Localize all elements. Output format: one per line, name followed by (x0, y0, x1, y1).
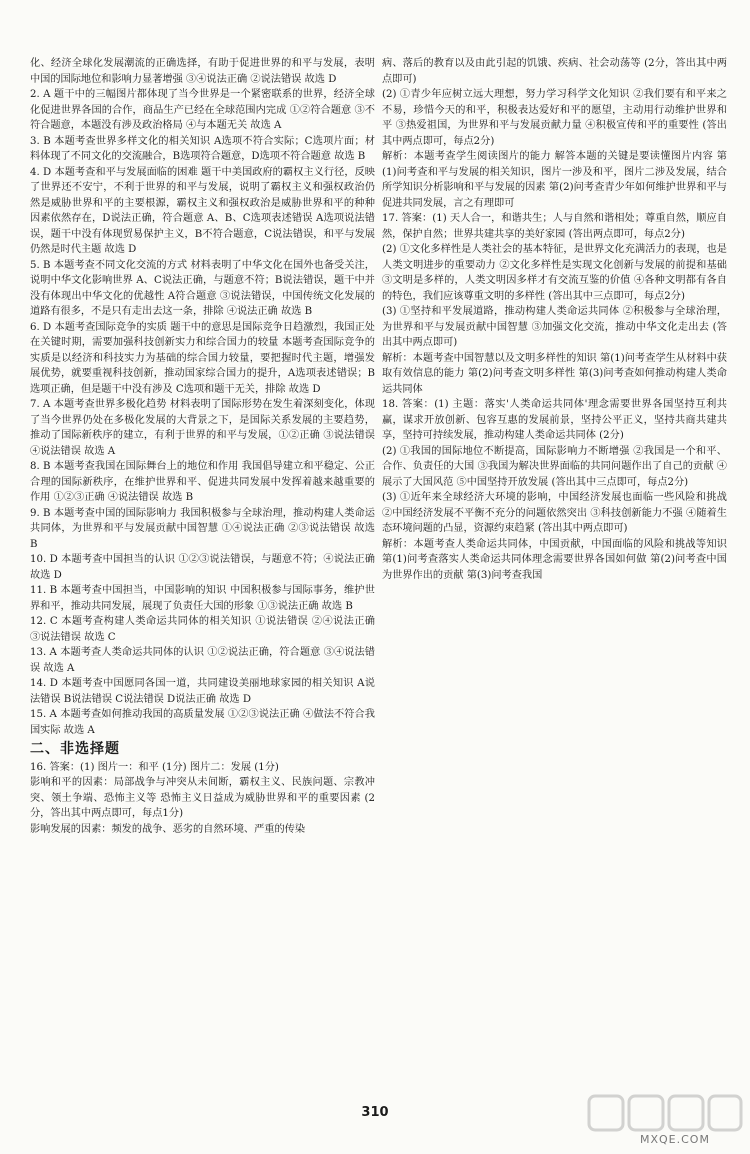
answer-item: 影响和平的因素：局部战争与冲突从未间断，霸权主义、民族问题、宗教冲突、领土争端、恐怖主义等 恐怖主义日益成为威胁世界和平的重要因素 (2分，答出其中两点即可，每点1分) (30, 777, 375, 819)
answer-item: 4. D 本题考查和平与发展面临的困难 题干中美国政府的霸权主义行径，反映了世界还不安宁，不利于世界的和平与发展，说明了霸权主义和强权政治仍然是威胁世界和平的主要根源，霸权主义和强权政治是威胁世界和平的种种因素依然存在，D说法正确，符合题意 A、B、C选项表述错误 A选项说法错误，题干中没有体现贸易保护主义，B不符合题意，C说法错误，和平与发展仍然是时代主题 故选 D (30, 166, 375, 255)
answer-item: 13. A 本题考查人类命运共同体的认识 ①②说法正确，符合题意 ③④说法错误 故选 A (30, 647, 375, 674)
answer-item: (3) ①坚持和平发展道路，推动构建人类命运共同体 ②积极参与全球治理，为世界和平与发展贡献中国智慧 ③加强文化交流，推动中华文化走出去 (答出其中两点即可) (382, 306, 727, 348)
answer-item: 解析：本题考查人类命运共同体，中国贡献，中国面临的风险和挑战等知识 第(1)问考查落实人类命运共同体理念需要世界各国如何做 第(2)问考查中国为世界作出的贡献 第(3)问考查我国 (382, 538, 727, 581)
answer-item: 7. A 本题考查世界多极化趋势 材料表明了国际形势在发生着深刻变化，体现了当今世界仍处在多极化发展的大背景之下，是国际关系发展的主要趋势，推动了国际新秩序的建立，有利于世界的和平与发展，①②正确 ③说法错误 ④说法错误 故选 A (30, 399, 375, 457)
right-column (382, 56, 727, 583)
answer-item: (2) ①文化多样性是人类社会的基本特征，是世界文化充满活力的表现，也是人类文明进步的重要动力 ②文化多样性是实现文化创新与发展的前提和基础 ③文明是多样的，人类文明因多样才有交流互鉴的价值 ④各种文明都有各自的特色，我们应该尊重文明的多样性 (答出其中三点即可，每点2分) (382, 244, 727, 302)
answer-item: 14. D 本题考查中国愿同各国一道，共同建设美丽地球家园的相关知识 A说法错误 B说法错误 C说法错误 D说法正确 故选 D (30, 678, 375, 705)
answer-item: 12. C 本题考查构建人类命运共同体的相关知识 ①说法错误 ②④说法正确 ③说法错误 故选 C (30, 616, 375, 643)
answer-item: (2) ①青少年应树立远大理想，努力学习科学文化知识 ②我们要有和平来之不易，珍惜今天的和平，积极表达爱好和平的愿望，主动用行动维护世界和平 ③热爱祖国，为世界和平与发展贡献力量 ④积极宣传和平的重要性 (答出其中两点即可，每点2分) (382, 89, 727, 147)
answer-item: 5. B 本题考查不同文化交流的方式 材料表明了中华文化在国外也备受关注，说明中华文化影响世界 A、C说法正确，与题意不符；B说法错误，题干中并没有体现出中华文化的优越性 A符合题意 ③说法错误，中国传统文化发展的道路有很多，不是只有走出去这一条，排除 ④说法正确 故选 B (30, 259, 375, 317)
answer-item: 17. 答案：(1) 天人合一，和谐共生；人与自然和谐相处；尊重自然，顺应自然，保护自然；世界共建共享的美好家园 (答出两点即可，每点2分) (382, 213, 727, 240)
left-column (30, 56, 375, 837)
section-heading: 二、非选择题 (30, 741, 120, 757)
answer-item: 病、落后的教育以及由此引起的饥饿、疾病、社会动荡等 (2分，答出其中两点即可) (382, 58, 727, 85)
page-number: 310 (361, 1105, 389, 1120)
answer-item: 6. D 本题考查国际竞争的实质 题干中的意思是国际竞争日趋激烈，我国正处在关键时期，需要加强科技创新实力和综合国力的较量 本题考查国际竞争的实质是以经济和科技实力为基础的综合国力较量，要把握时代主题，增强发展优势，就要重视科技创新，推动国家综合国力的提升，A选项表述错误；B选项正确，但是题干中没有涉及 C选项和题干无关，排除 故选 D (30, 321, 375, 395)
watermark-text: MXQE.COM (640, 1133, 710, 1146)
answer-item: 解析：本题考查中国智慧以及文明多样性的知识 第(1)问考查学生从材料中获取有效信息的能力 第(2)问考查文明多样性 第(3)问考查如何推动构建人类命运共同体 (382, 352, 727, 395)
answer-item: 16. 答案：(1) 图片一：和平 (1分) 图片二：发展 (1分) (30, 761, 279, 773)
answer-item: 11. B 本题考查中国担当，中国影响的知识 中国积极参与国际事务，维护世界和平，推动共同发展，展现了负责任大国的形象 ①③说法正确 故选 B (30, 585, 375, 612)
answer-item: 解析：本题考查学生阅读图片的能力 解答本题的关键是要读懂图片内容 第(1)问考查和平与发展的相关知识，图片一涉及和平，图片二涉及发展，结合所学知识分析影响和平与发展的因素 第(2)问考查青少年如何维护世界和平与促进共同发展，言之有理即可 (382, 151, 727, 209)
answer-item: 18. 答案：(1) 主题：落实'人类命运共同体'理念需要世界各国坚持互利共赢，谋求开放创新、包容互惠的发展前景，坚持公平正义，坚持共商共建共享，坚持可持续发展，推动构建人类命运共同体 (2分) (382, 399, 727, 441)
answer-item: (3) ①近年来全球经济大环境的影响，中国经济发展也面临一些风险和挑战 ②中国经济发展不平衡不充分的问题依然突出 ③科技创新能力不强 ④随着生态环境问题的凸显，资源约束趋紧 (答出其中两点即可) (382, 492, 727, 534)
answer-item: 2. A 题干中的三幅图片都体现了当今世界是一个紧密联系的世界，经济全球化促进世界各国的合作，商品生产已经在全球范围内完成 ①②符合题意 ③不符合题意，本题没有涉及政治格局 ④与本题无关 故选 A (30, 89, 375, 131)
answer-item: 8. B 本题考查我国在国际舞台上的地位和作用 我国倡导建立和平稳定、公正合理的国际新秩序，在维护世界和平、促进共同发展中发挥着越来越重要的作用 ①②③正确 ④说法错误 故选 B (30, 461, 375, 503)
answer-item: (2) ①我国的国际地位不断提高，国际影响力不断增强 ②我国是一个和平、合作、负责任的大国 ③我国为解决世界面临的共同问题作出了自己的贡献 ④展示了大国风范 ⑤中国坚持开放发展 (答出其中三点即可，每点2分) (382, 445, 727, 488)
answer-item: 15. A 本题考查如何推动我国的高质量发展 ①②③说法正确 ④做法不符合我国实际 故选 A (30, 709, 375, 736)
answer-item: 3. B 本题考查世界多样文化的相关知识 A选项不符合实际；C选项片面；材料体现了不同文化的交流融合，B选项符合题意，D选项不符合题意 故选 B (30, 135, 375, 162)
answer-item: 化、经济全球化发展潮流的正确选择，有助于促进世界的和平与发展，表明中国的国际地位和影响力显著增强 ③④说法正确 ②说法错误 故选 D (30, 58, 375, 85)
answer-item: 10. D 本题考查中国担当的认识 ①②③说法错误，与题意不符；④说法正确 故选 D (30, 554, 375, 581)
answer-item: 影响发展的因素：频发的战争、恶劣的自然环境、严重的传染 (30, 823, 306, 835)
answer-item: 9. B 本题考查中国的国际影响力 我国积极参与全球治理，推动构建人类命运共同体，为世界和平与发展贡献中国智慧 ①④说法正确 ②③说法错误 故选 B (30, 507, 375, 550)
